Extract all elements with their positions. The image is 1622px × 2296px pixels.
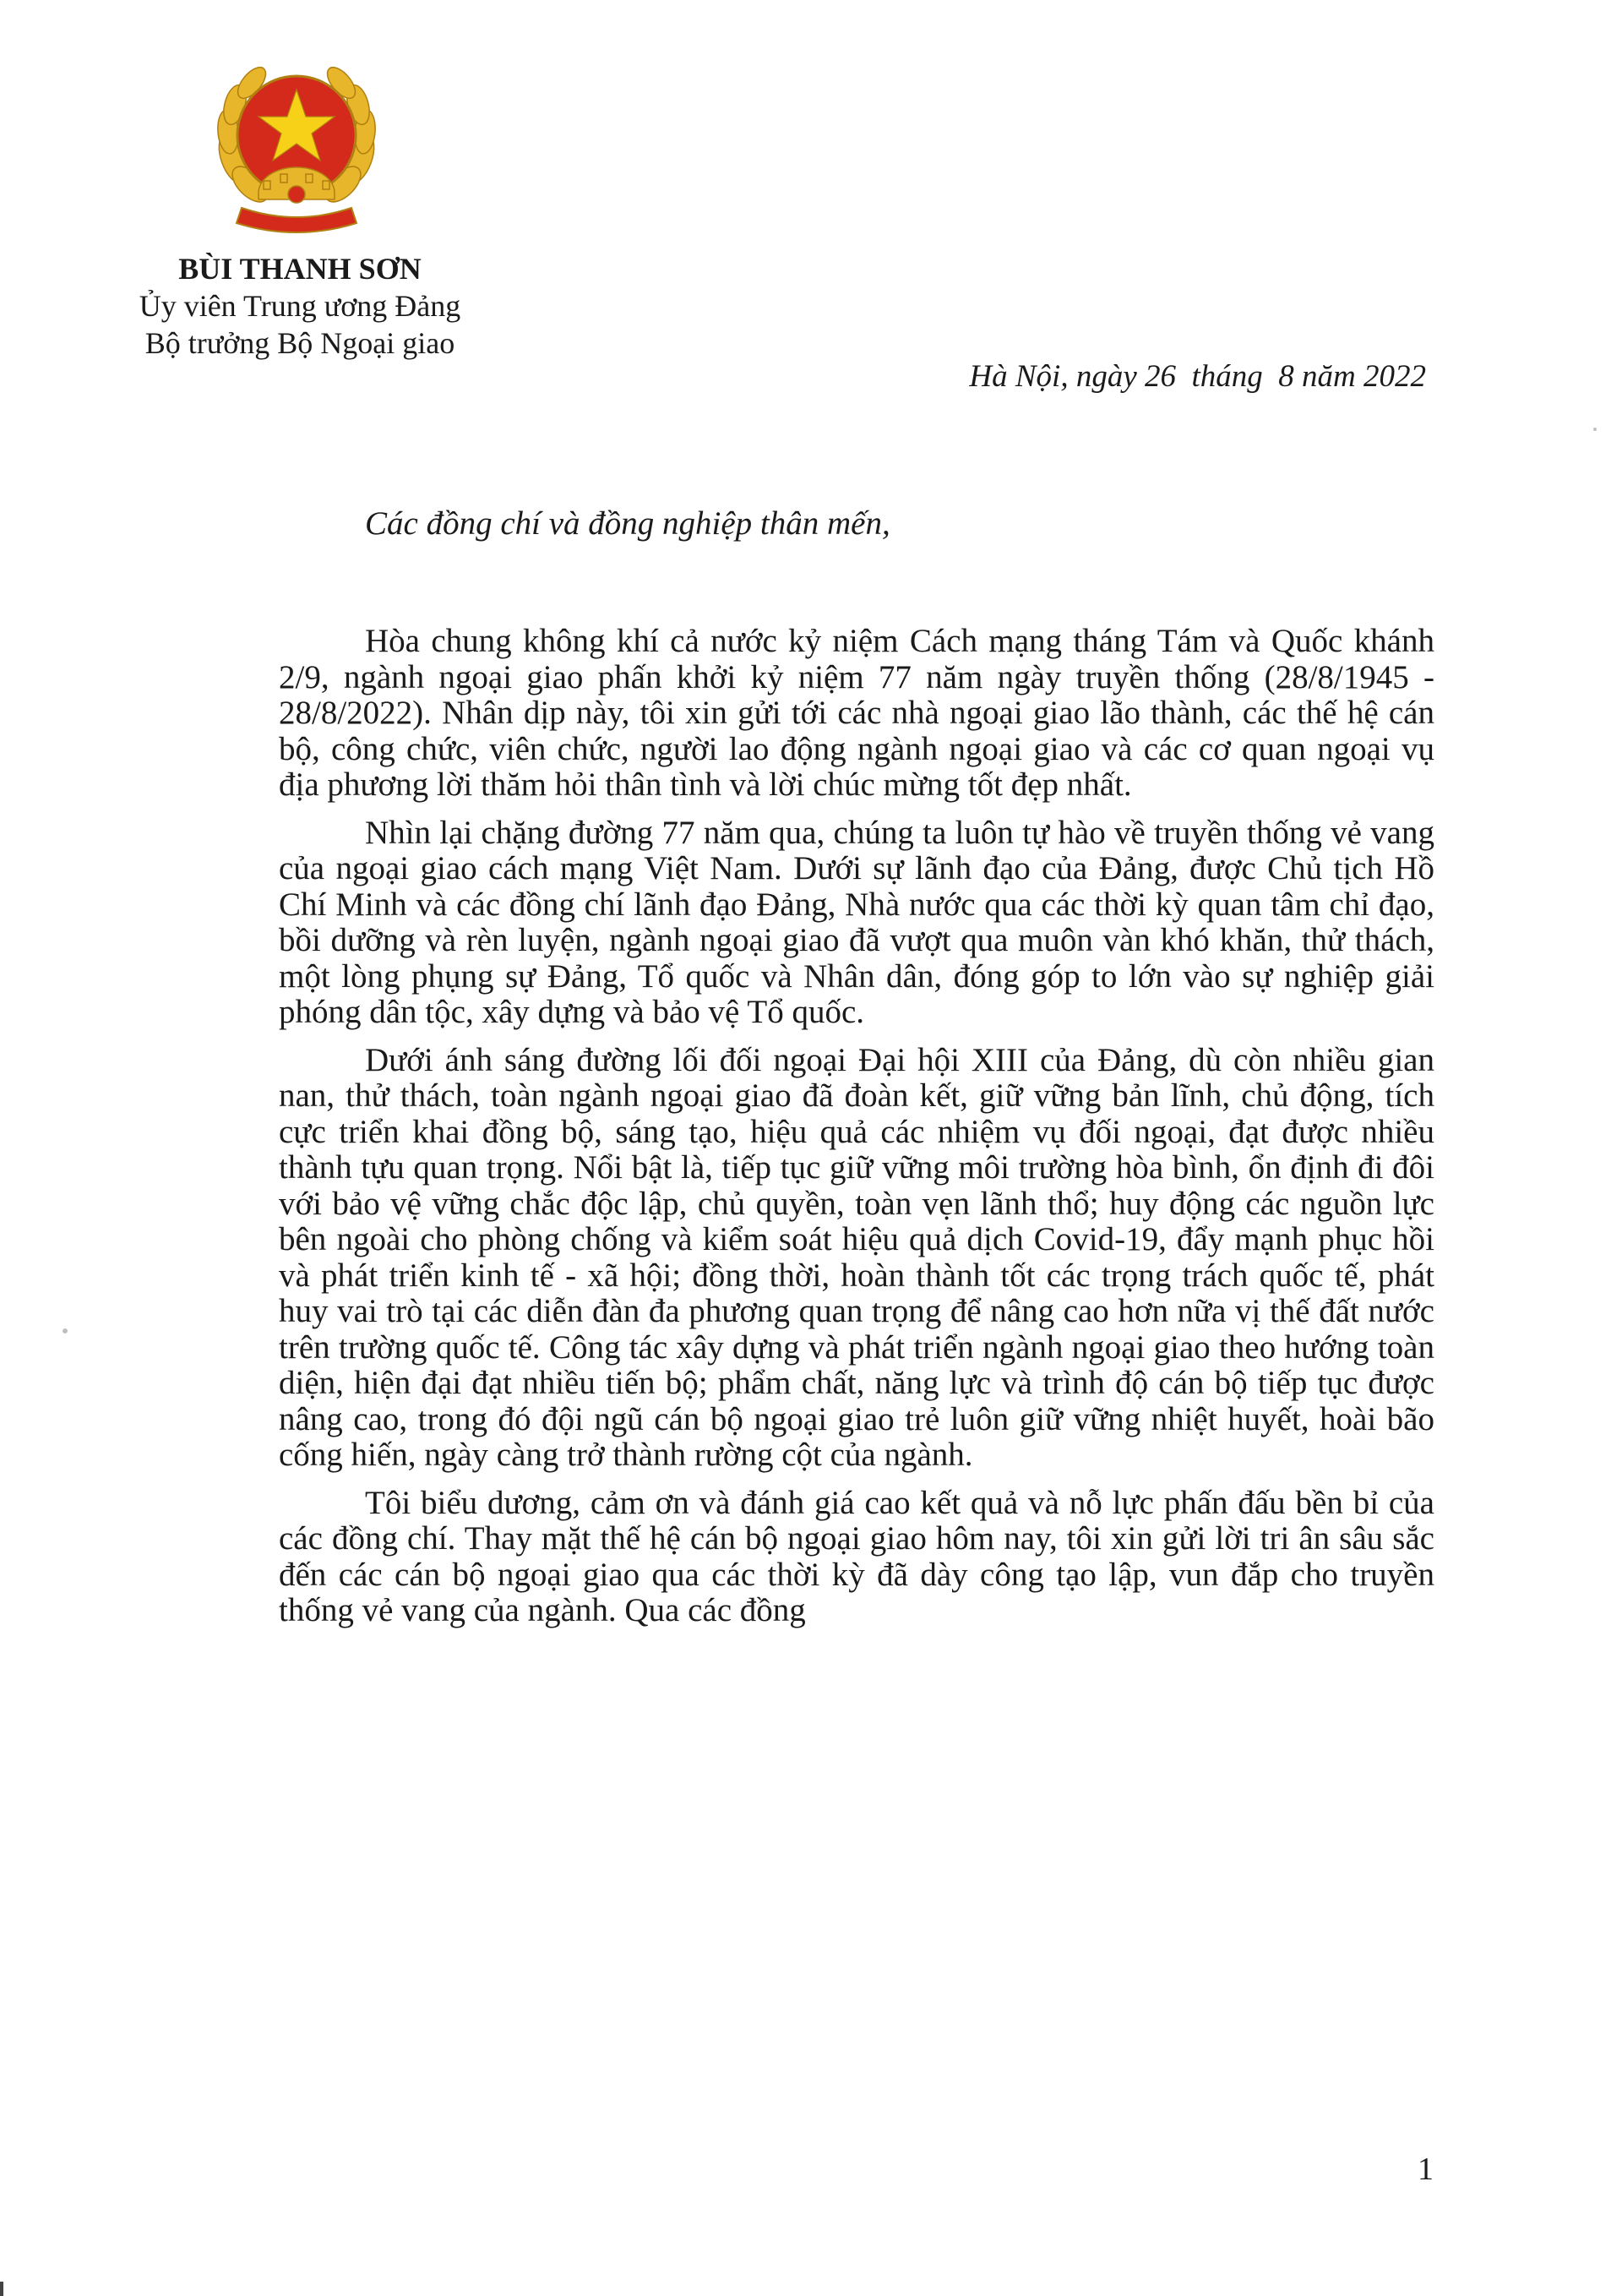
greeting: Các đồng chí và đồng nghiệp thân mến, xyxy=(365,505,890,542)
national-emblem-icon xyxy=(208,57,385,242)
paragraph: Dưới ánh sáng đường lối đối ngoại Đại hội XIII của Đảng, dù còn nhiều gian nan, thử thách, toàn ngành ngoại giao đã đoàn kết, giữ vững bản lĩnh, chủ động, tích cực triển khai đồng bộ, sáng tạo, hiệu quả các nhiệm vụ đối ngoại, đạt được nhiều thành tựu quan trọng. Nổi bật là, tiếp tục giữ vững môi trường hòa bình, ổn định đi đôi với bảo vệ vững chắc độc lập, chủ quyền, toàn vẹn lãnh thổ; huy động các nguồn lực bên ngoài cho phòng chống và kiểm soát hiệu quả dịch Covid-19, đẩy mạnh phục hồi và phát triển kinh tế - xã hội; đồng thời, hoàn thành tốt các trọng trách quốc tế, phát huy vai trò tại các diễn đàn đa phương quan trọng để nâng cao hơn nữa vị thế đất nước trên trường quốc tế. Công tác xây dựng và phát triển ngành ngoại giao theo hướng toàn diện, hiện đại đạt nhiều tiến bộ; phẩm chất, năng lực và trình độ cán bộ tiếp tục được nâng cao, trong đó đội ngũ cán bộ ngoại giao trẻ luôn giữ vững nhiệt huyết, hoài bão cống hiến, ngày càng trở thành rường cột của ngành. xyxy=(279,1041,1434,1473)
letter-body xyxy=(279,624,1434,1641)
sender-title-ministry: Bộ trưởng Bộ Ngoại giao xyxy=(144,326,455,360)
sender-title-party: Ủy viên Trung ương Đảng xyxy=(139,289,461,323)
page-number: 1 xyxy=(1418,2151,1434,2187)
scan-speck xyxy=(63,1328,68,1333)
paragraph: Nhìn lại chặng đường 77 năm qua, chúng ta luôn tự hào về truyền thống vẻ vang của ngoại giao cách mạng Việt Nam. Dưới sự lãnh đạo của Đảng, được Chủ tịch Hồ Chí Minh và các đồng chí lãnh đạo Đảng, Nhà nước qua các thời kỳ quan tâm chỉ đạo, bồi dưỡng và rèn luyện, ngành ngoại giao đã vượt qua muôn vàn khó khăn, thử thách, một lòng phụng sự Đảng, Tổ quốc và Nhân dân, đóng góp to lớn vào sự nghiệp giải phóng dân tộc, xây dựng và bảo vệ Tổ quốc. xyxy=(279,814,1434,1030)
scan-edge-mark xyxy=(0,2282,3,2296)
sender-name: BÙI THANH SƠN xyxy=(178,252,422,286)
scan-speck xyxy=(1593,428,1597,431)
paragraph: Hòa chung không khí cả nước kỷ niệm Cách mạng tháng Tám và Quốc khánh 2/9, ngành ngoại giao phấn khởi kỷ niệm 77 năm ngày truyền thống (28/8/1945 - 28/8/2022). Nhân dịp này, tôi xin gửi tới các nhà ngoại giao lão thành, các thế hệ cán bộ, công chức, viên chức, người lao động ngành ngoại giao và các cơ quan ngoại vụ địa phương lời thăm hỏi thân tình và lời chúc mừng tốt đẹp nhất. xyxy=(279,623,1434,803)
paragraph: Tôi biểu dương, cảm ơn và đánh giá cao kết quả và nỗ lực phấn đấu bền bỉ của các đồng chí. Thay mặt thế hệ cán bộ ngoại giao hôm nay, tôi xin gửi lời tri ân sâu sắc đến các cán bộ ngoại giao qua các thời kỳ đã dày công tạo lập, vun đắp cho truyền thống vẻ vang của ngành. Qua các đồng xyxy=(279,1484,1434,1628)
date-line: Hà Nội, ngày 26 tháng 8 năm 2022 xyxy=(969,359,1426,394)
sender-header xyxy=(114,250,486,362)
